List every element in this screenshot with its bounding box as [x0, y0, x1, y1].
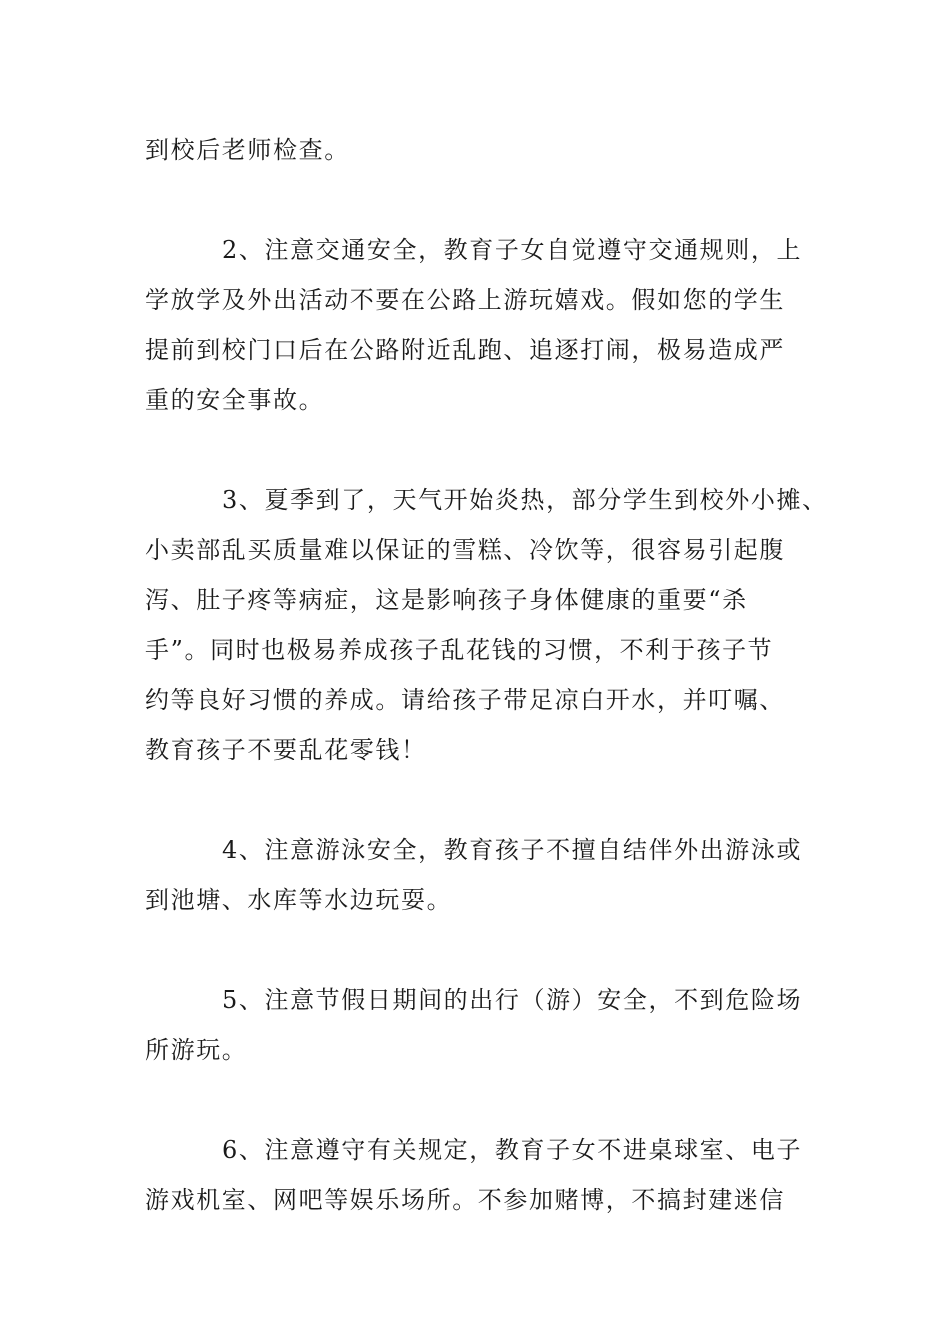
paragraph-6-line-1: 6、注意遵守有关规定，教育子女不进桌球室、电子 — [222, 1136, 803, 1164]
paragraph-3-line-3: 泻、肚子疼等病症，这是影响孩子身体健康的重要“杀 — [145, 586, 748, 614]
paragraph-4-line-2: 到池塘、水库等水边玩耍。 — [145, 886, 453, 914]
paragraph-2-line-1: 2、注意交通安全，教育子女自觉遵守交通规则，上 — [222, 236, 803, 264]
paragraph-3-line-2: 小卖部乱买质量难以保证的雪糕、冷饮等，很容易引起腹 — [145, 536, 785, 564]
paragraph-3-line-6: 教育孩子不要乱花零钱！ — [145, 736, 427, 764]
paragraph-5-line-2: 所游玩。 — [145, 1036, 248, 1064]
paragraph-4-line-1: 4、注意游泳安全，教育孩子不擅自结伴外出游泳或 — [222, 836, 803, 864]
paragraph-2-line-3: 提前到校门口后在公路附近乱跑、追逐打闹，极易造成严 — [145, 336, 785, 364]
paragraph-3-line-4: 手”。同时也极易养成孩子乱花钱的习惯，不利于孩子节 — [145, 636, 774, 664]
paragraph-1-line-1: 到校后老师检查。 — [145, 136, 350, 164]
paragraph-6-line-2: 游戏机室、网吧等娱乐场所。不参加赌博，不搞封建迷信 — [145, 1186, 785, 1214]
paragraph-3-line-5: 约等良好习惯的养成。请给孩子带足凉白开水，并叮嘱、 — [145, 686, 785, 714]
paragraph-5-line-1: 5、注意节假日期间的出行（游）安全，不到危险场 — [222, 986, 803, 1014]
paragraph-2-line-2: 学放学及外出活动不要在公路上游玩嬉戏。假如您的学生 — [145, 286, 785, 314]
paragraph-2-line-4: 重的安全事故。 — [145, 386, 325, 414]
paragraph-3-line-1: 3、夏季到了，天气开始炎热，部分学生到校外小摊、 — [222, 486, 828, 514]
